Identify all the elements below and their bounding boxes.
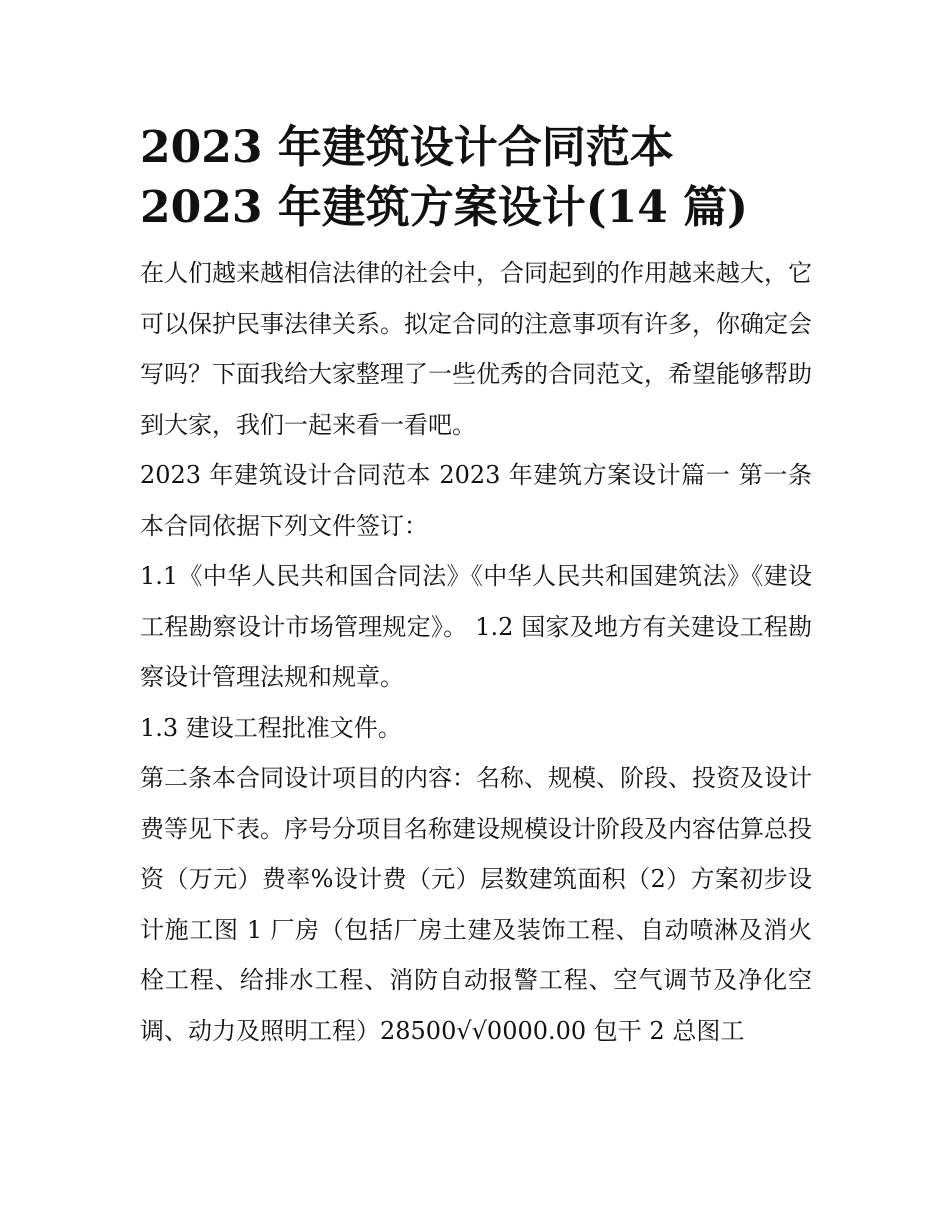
paragraph-contract-basis: 2023 年建筑设计合同范本 2023 年建筑方案设计篇一 第一条本合同依据下列文件签订： [140, 461, 812, 540]
document-title-block [140, 118, 812, 238]
paragraph-clause-1-3: 1.3 建设工程批准文件。 [140, 713, 402, 742]
paragraph-article-2: 第二条本合同设计项目的内容：名称、规模、阶段、投资及设计费等见下表。序号分项目名称建设规模设计阶段及内容估算总投资（万元）费率%设计费（元）层数建筑面积（2）方案初步设计施工图 1 厂房（包括厂房土建及装饰工程、自动喷淋及消火栓工程、给排水工程、消防自动报警工程、空气调节及净化空调、动力及照明工程）28500√√0000.00 包干 2 总图工 [140, 764, 812, 1045]
document-title [140, 118, 812, 238]
title-line-2: 2023 年建筑方案设计(14 篇) [140, 182, 748, 233]
title-line-1: 2023 年建筑设计合同范本 [140, 122, 674, 173]
document-page [140, 118, 812, 1056]
paragraph-clause-1-1: 1.1《中华人民共和国合同法》《中华人民共和国建筑法》《建设工程勘察设计市场管理规定》。 1.2 国家及地方有关建设工程勘察设计管理法规和规章。 [140, 562, 812, 691]
paragraph-intro: 在人们越来越相信法律的社会中，合同起到的作用越来越大，它可以保护民事法律关系。拟定合同的注意事项有许多，你确定会写吗？下面我给大家整理了一些优秀的合同范文，希望能够帮助到大家，我们一起来看一看吧。 [140, 259, 812, 439]
